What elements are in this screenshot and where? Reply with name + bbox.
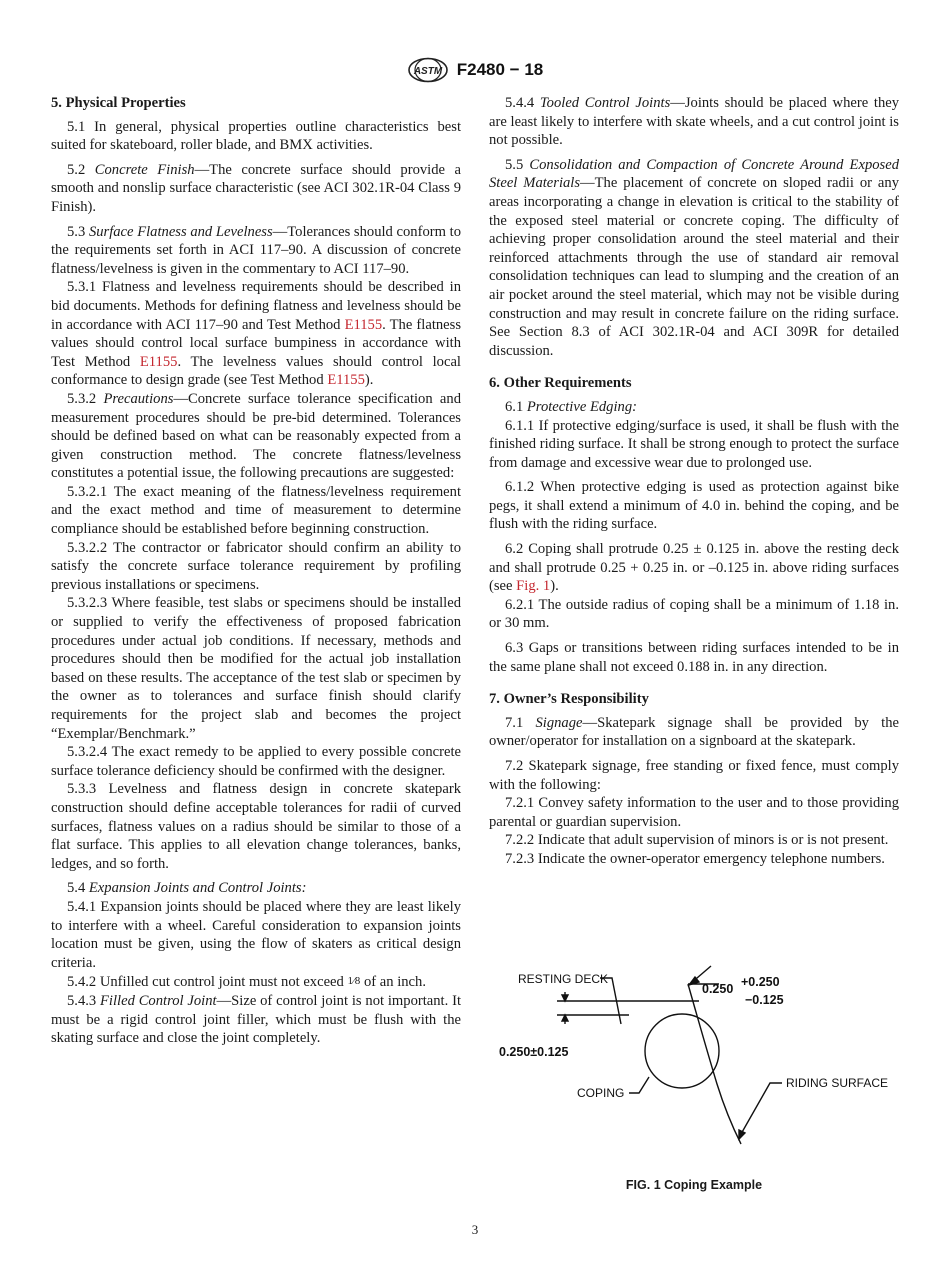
- para-5-3-2-1: 5.3.2.1 The exact meaning of the flatness/levelness requirement and the exact method and time of measurement to determine compliance should be established before beginning construction.: [51, 483, 461, 538]
- para-6-2-1: 6.2.1 The outside radius of coping shall be a minimum of 1.18 in. or 30 mm.: [489, 596, 899, 632]
- label-left-dim: 0.250±0.125: [499, 1045, 569, 1059]
- section-5-heading: 5. Physical Properties: [51, 95, 186, 111]
- para-7-1: 7.1 Signage—Skatepark signage shall be provided by the owner/operator for installation on a signboard at the skatepark.: [489, 714, 899, 750]
- right-column: [489, 94, 899, 869]
- e1155-link[interactable]: E1155: [139, 353, 178, 370]
- riding-surface-arrow: [739, 1130, 745, 1139]
- label-coping: COPING: [577, 1086, 625, 1100]
- svg-text:ASTM: ASTM: [413, 66, 442, 77]
- standard-designation: F2480 − 18: [456, 60, 544, 79]
- coping-diagram: [489, 956, 899, 1176]
- left-dim-arrow-bottom: [562, 1015, 568, 1021]
- para-6-1-2: 6.1.2 When protective edging is used as protection against bike pegs, it shall extend a minimum of 4.0 in. behind the coping, and be flush with the riding surface.: [489, 479, 899, 533]
- para-5-3-1: 5.3.1 Flatness and levelness requirements should be described in bid documents. Methods for defining flatness and levelness should be in accordance with ACI 117–90 and Test Method E1155. The flatness values should control local surface bumpiness in accordance with Test Method E1155. The levelness values should control local conformance to design grade (see Test Method E1155).: [51, 279, 462, 389]
- para-5-4-1: 5.4.1 Expansion joints should be placed where they are least likely to interfere with a wheel. Careful consideration to expansion joints location must be given, using the flow of skaters as critical design criteria.: [51, 898, 461, 971]
- para-5-5: 5.5 Consolidation and Compaction of Concrete Around Exposed Steel Materials—The placement of concrete on sloped radii or any areas incorporating a change in elevation is critical to the stability of the exposed steel material or concrete coping. The difficulty of achieving proper consolidation around the steel material and their reinforced attachments through the use of standard air removal consolidation techniques can lead to slumping and the creation of an air pocket around the steel material, which may not be visible during construction and may result in concrete failure on the riding surface. See Section 8.3 of ACI 302.1R-04 and ACI 309R for detailed discussion.: [489, 156, 899, 359]
- para-7-2-1: 7.2.1 Convey safety information to the user and to those providing parental or guardian supervision.: [489, 795, 899, 830]
- para-5-3: 5.3 Surface Flatness and Levelness—Tolerances should conform to the requirements set forth in ACI 117–90. A discussion of concrete flatness/levelness is given in the commentary to ACI 117–90.: [51, 223, 462, 277]
- para-5-4: 5.4 Expansion Joints and Control Joints:: [67, 880, 307, 897]
- label-top-dim-base: 0.250: [702, 982, 734, 996]
- para-5-3-2-2: 5.3.2.2 The contractor or fabricator should confirm an ability to satisfy the concrete surface tolerance requirement by profiling previous installations or specimens.: [51, 539, 461, 593]
- riding-surface-curve: [688, 984, 741, 1144]
- para-5-2: 5.2 Concrete Finish—The concrete surface should provide a smooth and nonslip surface characteristic (see ACI 302.1R-04 Class 9 Finish).: [51, 161, 461, 215]
- para-7-2-3: 7.2.3 Indicate the owner-operator emergency telephone numbers.: [505, 850, 885, 867]
- e1155-link[interactable]: E1155: [327, 372, 365, 389]
- e1155-link[interactable]: E1155: [344, 316, 383, 333]
- para-6-2: 6.2 Coping shall protrude 0.25 ± 0.125 in. above the resting deck and shall protrude 0.25 + 0.25 in. or –0.125 in. above riding surfaces (see Fig. 1).: [489, 541, 899, 595]
- coping-leader: [629, 1077, 649, 1093]
- para-6-1-1: 6.1.1 If protective edging/surface is used, it shall be flush with the finished riding surface. It shall be strong enough to protect the surface from damage and excessive wear due to prolonged use.: [489, 417, 899, 471]
- left-column: [51, 94, 461, 1048]
- para-6-1: 6.1 Protective Edging:: [505, 398, 637, 415]
- astm-logo-icon: [407, 57, 449, 83]
- label-top-dim-minus: −0.125: [745, 993, 784, 1007]
- para-5-3-2: 5.3.2 Precautions—Concrete surface tolerance specification and measurement procedures should be pre-bid determined. Tolerances should be defined based on what can be reasonably expected from a given construction method. The concrete flatness/levelness constitutes a potential issue, the following precautions are suggested:: [51, 390, 461, 482]
- para-5-4-4: 5.4.4 Tooled Control Joints—Joints should be placed where they are least likely to interfere with skate wheels, and a cut control joint is not possible.: [489, 95, 900, 149]
- page-number: 3: [471, 1222, 479, 1237]
- section-7-heading: 7. Owner’s Responsibility: [489, 691, 649, 708]
- left-dim-arrow-top: [562, 995, 568, 1001]
- para-5-4-2: 5.4.2 Unfilled cut control joint must not exceed 1⁄8 of an inch.: [67, 974, 426, 991]
- para-5-3-3: 5.3.3 Levelness and flatness design in concrete skatepark construction should define acceptable tolerances for radii of curved surfaces, flatness values on a radius should be similar to those of a flat surface. This applies to all elevation change tolerances, banks, ledges, and so forth.: [51, 781, 461, 872]
- label-riding-surface: RIDING SURFACE: [786, 1076, 889, 1090]
- figure-1-coping-diagram: [489, 956, 899, 1206]
- para-5-3-2-3: 5.3.2.3 Where feasible, test slabs or specimens should be installed or supplied to verify the effectiveness of proposed fabrication procedures under actual job conditions. If necessary, methods and procedures should then be modified for the actual job installation based on these results. The acceptance of the test slab or specimen by the owner as to tolerances and surface finish should clarify requirements for the project slab and becomes the project “Exemplar/Benchmark.”: [51, 595, 461, 742]
- section-6-heading: 6. Other Requirements: [489, 375, 632, 392]
- para-5-1: 5.1 In general, physical properties outline characteristics best suited for skateboard, roller blade, and BMX activities.: [51, 118, 461, 154]
- para-5-4-3: 5.4.3 Filled Control Joint—Size of control joint is not important. It must be a rigid control joint filler, which must be flush with the skating surface and close the joint completely.: [51, 992, 462, 1047]
- para-7-2-2: 7.2.2 Indicate that adult supervision of minors is or is not present.: [505, 832, 889, 849]
- figure-1-caption: FIG. 1 Coping Example: [625, 1178, 763, 1192]
- page-header: [0, 56, 950, 84]
- label-top-dim-plus: +0.250: [741, 975, 780, 989]
- para-5-3-2-4: 5.3.2.4 The exact remedy to be applied to every possible concrete surface tolerance deficiency should be confirmed with the designer.: [51, 744, 461, 779]
- fig-1-link[interactable]: Fig. 1: [516, 578, 551, 595]
- para-6-3: 6.3 Gaps or transitions between riding surfaces intended to be in the same plane shall not exceed 0.188 in. in any direction.: [489, 640, 899, 675]
- riding-surface-leader: [741, 1083, 782, 1134]
- label-resting-deck: RESTING DECK: [518, 972, 609, 986]
- para-7-2: 7.2 Skatepark signage, free standing or fixed fence, must comply with the following:: [489, 758, 899, 793]
